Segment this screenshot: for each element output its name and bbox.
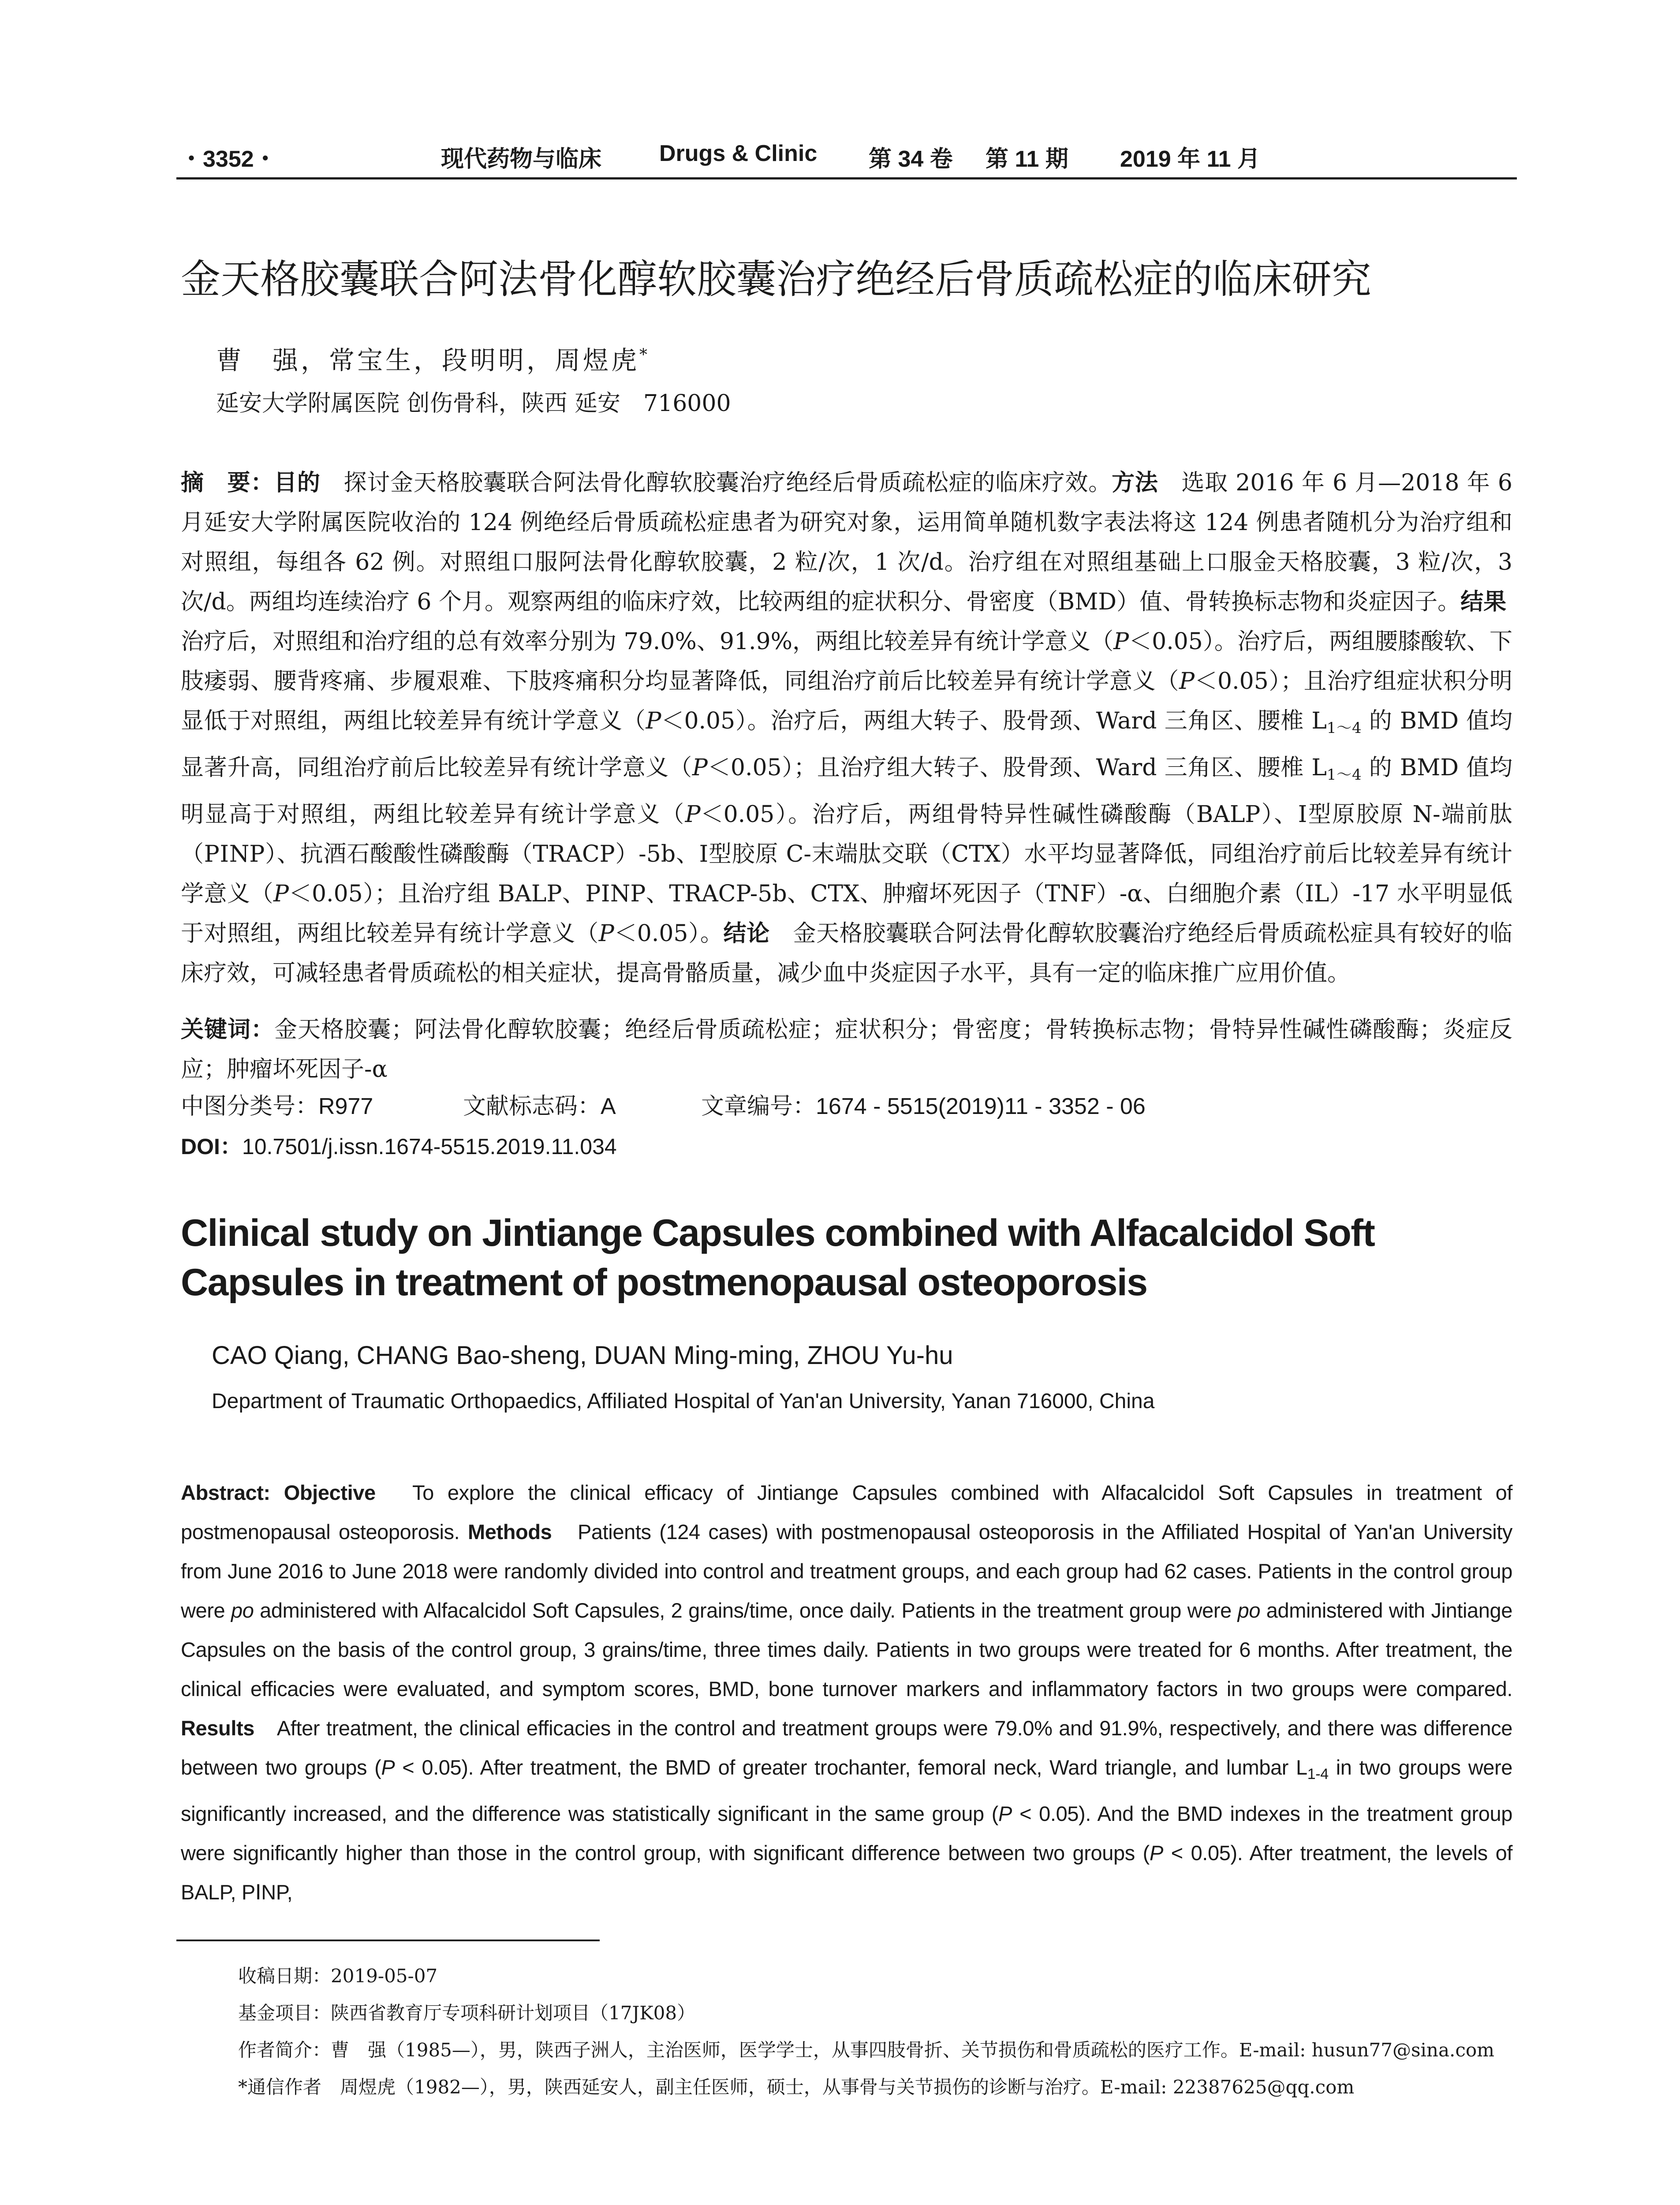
po-term: po	[1237, 1599, 1261, 1622]
methods-text-en-3: administered with Jintiange Capsules on the basis of the control group, 3 grains/time, three times daily. Patients in two groups were treated for 6 months. After treatment, the clinical efficacies were evaluated, and symptom scores, BMD, bone turnover markers and inflammatory factors in two groups were compared.	[181, 1599, 1513, 1700]
results-text-cn-8: 治疗后，两组骨特异性碱性磷酸酶（BALP）、Ⅰ型原胶原 N-端前肽（PⅠNP）、抗酒石酸酸性磷酸酶（TRACP）-5b、Ⅰ型胶原 C-末端肽交联（CTX）水平均显著降低，同组治疗前后比较差异有统计学意义（	[181, 801, 1512, 907]
results-label-cn: 结果	[1460, 589, 1507, 615]
results-text-cn-5: 的 BMD 值均显著升高，同组治疗前后比较差异有统计学意义（	[181, 708, 1512, 781]
results-text-en-3: in two groups were significantly increased, and the difference was statistically significant in the same group (	[181, 1756, 1512, 1825]
article-title-en: Clinical study on Jintiange Capsules combined with Alfacalcidol Soft Capsules in treatment of postmenopausal osteoporosis	[181, 1212, 1375, 1304]
abstract-label-cn: 摘 要：	[181, 470, 274, 496]
author-bio: 作者简介：曹 强（1985—），男，陕西子洲人，主治医师，医学学士，从事四肢骨折、关节损伤和骨质疏松的医疗工作。E-mail: husun77@sina.com	[238, 2039, 1495, 2061]
document-code: 文献标志码：A	[463, 1094, 616, 1119]
methods-label-en: Methods	[467, 1520, 552, 1544]
article-id: 文章编号：1674 - 5515(2019)11 - 3352 - 06	[701, 1094, 1146, 1119]
results-text-en-1: After treatment, the clinical efficacies in the control and treatment groups were 79.0% and 91.9%, respectively, and there was difference between two groups (	[181, 1716, 1512, 1779]
affiliation-en: Department of Traumatic Orthopaedics, Affiliated Hospital of Yan'an University, Yanan 716000, China	[212, 1390, 1155, 1413]
issue: 第 11 期	[986, 146, 1068, 172]
po-term: po	[231, 1599, 254, 1622]
p-value: ＜0.05）。	[661, 708, 771, 734]
authors-cn-names: 曹 强，常宝生，段明明，周煜虎	[216, 345, 640, 375]
p-symbol: P	[1179, 668, 1195, 695]
methods-text-en-1: Patients (124 cases) with postmenopausal osteoporosis in the Affiliated Hospital of Yan'an University from June 2016 to June 2018 were randomly divided into control and treatment groups, and each group had 62 cases. Patients in the control group were	[181, 1520, 1512, 1622]
received-date: 收稿日期：2019-05-07	[238, 1965, 438, 1987]
methods-label-cn: 方法	[1112, 470, 1158, 496]
conclusion-text-cn: 金天格胶囊联合阿法骨化醇软胶囊治疗绝经后骨质疏松症具有较好的临床疗效，可减轻患者骨质疏松的相关症状，提高骨骼质量，减少血中炎症因子水平，具有一定的临床推广应用价值。	[181, 920, 1512, 987]
doi-value: 10.7501/j.issn.1674-5515.2019.11.034	[242, 1134, 617, 1159]
conclusion-label-cn: 结论	[723, 921, 770, 946]
p-symbol: P	[598, 920, 614, 947]
corresponding-mark: *	[639, 346, 650, 364]
abstract-cn	[181, 463, 1530, 993]
p-symbol: P	[1113, 628, 1129, 655]
lumbar-subscript: 1-4	[1307, 1766, 1329, 1783]
p-symbol: P	[1149, 1841, 1163, 1865]
abstract-label-en: Abstract: Objective	[181, 1481, 376, 1504]
p-value: ＜0.05）。	[614, 920, 724, 947]
results-text-en-5: < 0.05). After treatment, the levels of BALP, PⅠNP,	[181, 1841, 1512, 1904]
affiliation-cn: 延安大学附属医院 创伤骨科，陕西 延安 716000	[216, 390, 731, 417]
header-rule	[176, 177, 1517, 179]
results-text-en-4: < 0.05). And the BMD indexes in the treatment group were significantly higher than those in the control group, with significant difference between two groups (	[181, 1802, 1512, 1865]
objective-text-cn: 探讨金天格胶囊联合阿法骨化醇软胶囊治疗绝经后骨质疏松症的临床疗效。	[320, 470, 1112, 496]
methods-text-en-2: administered with Alfacalcidol Soft Capsules, 2 grains/time, once daily. Patients in the treatment group were	[254, 1599, 1238, 1622]
results-text-cn-3: 且治疗组症状积分明显低于对照组，两组比较差异有统计学意义（	[181, 668, 1512, 734]
results-text-cn-2: 治疗后，两组腰膝酸软、下肢痿弱、腰背疼痛、步履艰难、下肢疼痛积分均显著降低，同组治疗前后比较差异有统计学意义（	[181, 628, 1512, 695]
keywords-text-cn: 金天格胶囊；阿法骨化醇软胶囊；绝经后骨质疏松症；症状积分；骨密度；骨转换标志物；骨特异性碱性磷酸酶；炎症反应；肿瘤坏死因子-α	[181, 1017, 1512, 1083]
p-symbol: P	[381, 1756, 395, 1779]
objective-label-cn: 目的	[274, 470, 321, 496]
page-number: ・3352・	[180, 146, 277, 172]
p-value: ＜0.05）；	[1195, 668, 1304, 695]
corresponding-author: *通信作者 周煜虎（1982—），男，陕西延安人，副主任医师，硕士，从事骨与关节损伤的诊断与治疗。E-mail: 22387625@qq.com	[238, 2076, 1355, 2098]
p-value: ＜0.05）。	[700, 801, 812, 828]
authors-cn	[216, 340, 650, 377]
abstract-en	[181, 1473, 1512, 1912]
p-symbol: P	[998, 1802, 1012, 1825]
p-value: ＜0.05）；	[288, 881, 398, 907]
p-value: ＜0.05）。	[1129, 628, 1237, 655]
lumbar-subscript: 1～4	[1326, 719, 1362, 737]
results-text-cn-4: 治疗后，两组大转子、股骨颈、Ward 三角区、腰椎 L	[770, 708, 1327, 734]
results-text-cn-7: 的 BMD 值均明显高于对照组，两组比较差异有统计学意义（	[181, 755, 1512, 828]
volume: 第 34 卷	[869, 146, 953, 172]
p-symbol: P	[692, 755, 708, 781]
results-label-en: Results	[181, 1716, 254, 1740]
journal-name-en: Drugs & Clinic	[659, 141, 818, 166]
doi-line	[181, 1129, 617, 1161]
keywords-cn	[181, 1010, 1512, 1089]
results-text-cn-9: 且治疗组 BALP、PⅠNP、TRACP-5b、CTX、肿瘤坏死因子（TNF）-α、白细胞介素（IL）-17 水平明显低于对照组，两组比较差异有统计学意义（	[181, 881, 1512, 947]
lumbar-subscript: 1～4	[1326, 766, 1362, 784]
p-symbol: P	[646, 708, 661, 734]
p-value: ＜0.05）；	[707, 755, 817, 781]
results-text-cn-1: 治疗后，对照组和治疗组的总有效率分别为 79.0%、91.9%，两组比较差异有统计学意义（	[181, 589, 1530, 655]
issue-date: 2019 年 11 月	[1120, 146, 1260, 172]
doi-label: DOI：	[181, 1134, 242, 1159]
results-text-en-2: < 0.05). After treatment, the BMD of greater trochanter, femoral neck, Ward triangle, and lumbar L	[395, 1756, 1307, 1779]
keywords-label-cn: 关键词：	[181, 1017, 274, 1043]
results-text-cn-6: 且治疗组大转子、股骨颈、Ward 三角区、腰椎 L	[817, 755, 1327, 781]
clc-number: 中图分类号：R977	[181, 1094, 373, 1119]
journal-name-cn: 现代药物与临床	[441, 146, 602, 172]
footnote-rule	[176, 1940, 600, 1941]
p-symbol: P	[685, 801, 701, 828]
objective-text-en: To explore the clinical efficacy of Jintiange Capsules combined with Alfacalcidol Soft Capsules in treatment of postmenopausal osteoporosis.	[181, 1481, 1512, 1544]
article-title-cn: 金天格胶囊联合阿法骨化醇软胶囊治疗绝经后骨质疏松症的临床研究	[181, 256, 1371, 303]
authors-en: CAO Qiang, CHANG Bao-sheng, DUAN Ming-ming, ZHOU Yu-hu	[212, 1341, 953, 1370]
fund-project: 基金项目：陕西省教育厅专项科研计划项目（17JK08）	[238, 2002, 696, 2024]
methods-text-cn: 选取 2016 年 6 月—2018 年 6 月延安大学附属医院收治的 124 例绝经后骨质疏松症患者为研究对象，运用简单随机数字表法将这 124 例患者随机分为治疗组和对照组，每组各 62 例。对照组口服阿法骨化醇软胶囊，2 粒/次，1 次/d。治疗组在对照组基础上口服金天格胶囊，3 粒/次，3 次/d。两组均连续治疗 6 个月。观察两组的临床疗效，比较两组的症状积分、骨密度（BMD）值、骨转换标志物和炎症因子。	[181, 470, 1512, 615]
p-symbol: P	[273, 881, 289, 907]
